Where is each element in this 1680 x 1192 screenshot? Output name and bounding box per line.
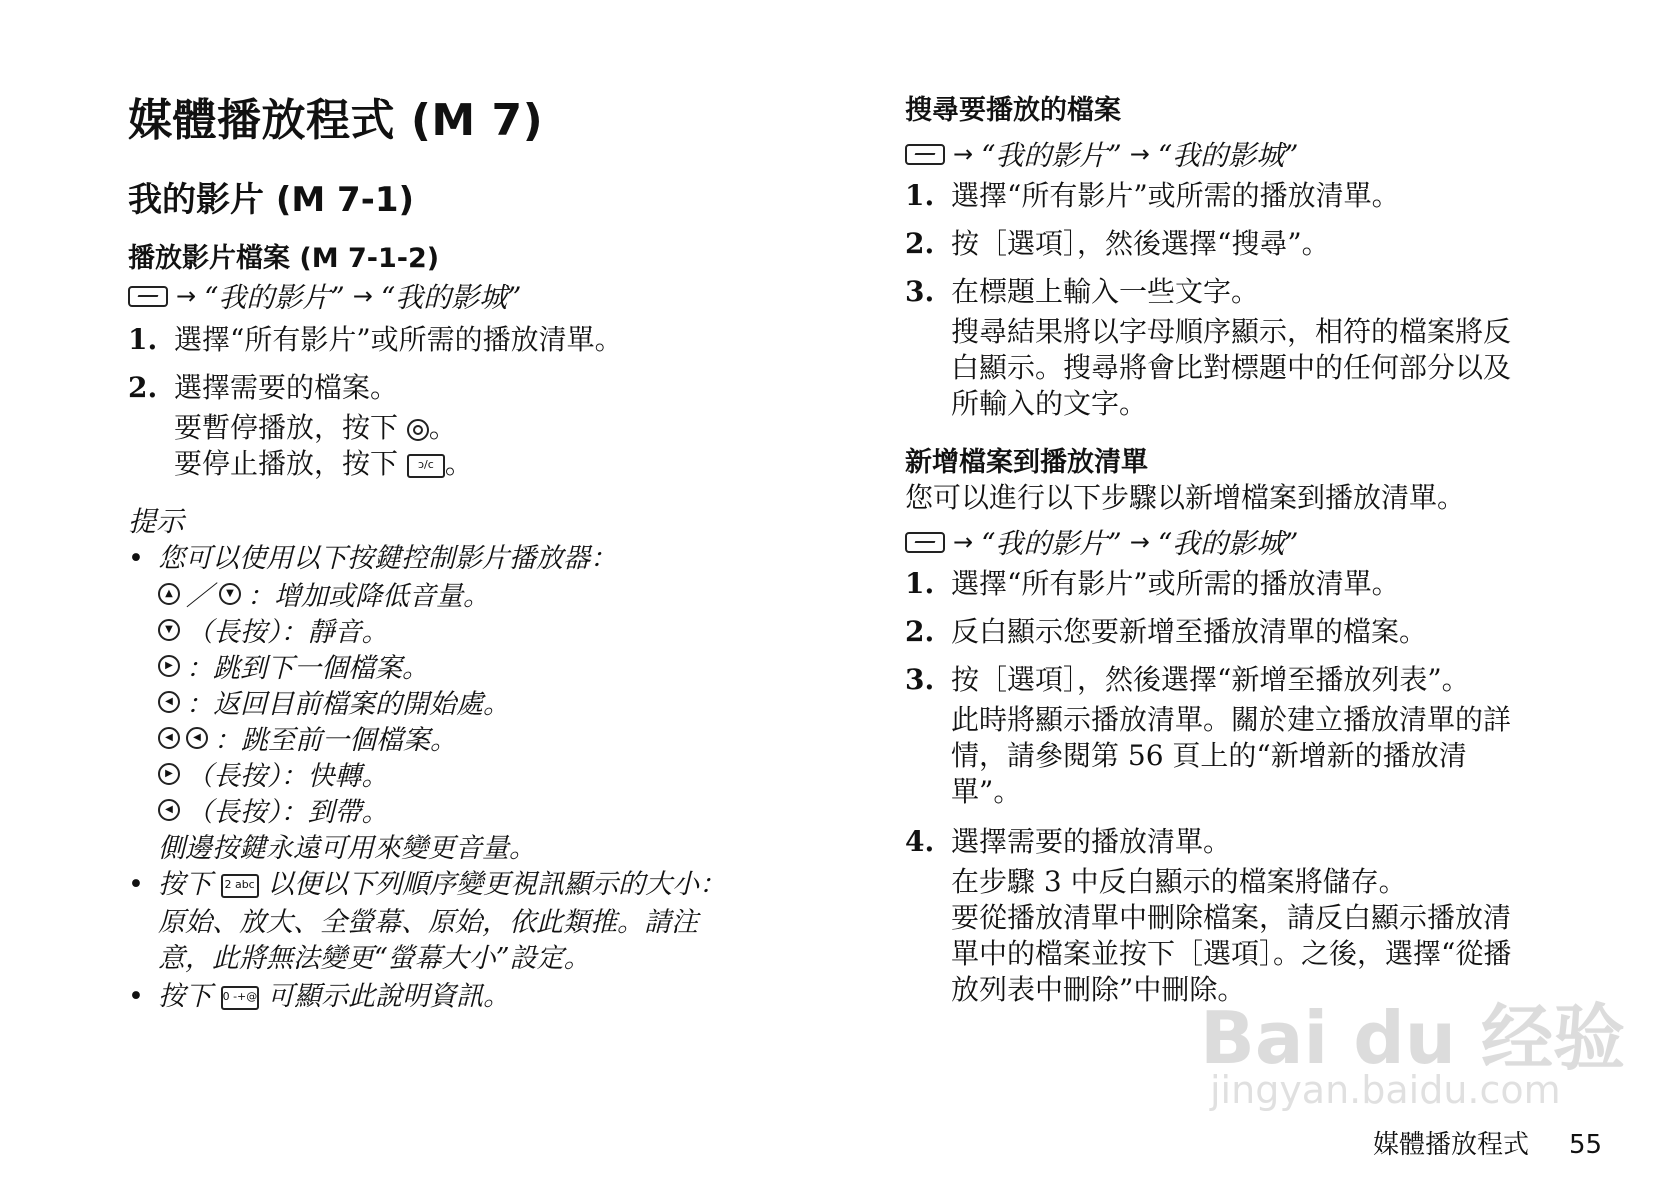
- tip-title: 提示: [128, 505, 185, 538]
- note-line: 此時將顯示播放清單。關於建立播放清單的詳: [951, 703, 1512, 736]
- down-key-icon: ▼: [158, 619, 180, 641]
- path-item: “我的影片”: [981, 139, 1122, 172]
- tip-text: ：返回目前檔案的開始處。: [186, 689, 510, 720]
- note-text: 要暫停播放，按下: [174, 411, 399, 444]
- subsection-title: 搜尋要播放的檔案: [905, 95, 1121, 126]
- arrow-icon: →: [1129, 528, 1150, 556]
- arrow-icon: →: [176, 282, 197, 310]
- intro-text: [905, 476, 1465, 516]
- step-number: 1.: [128, 323, 158, 356]
- ok-key-icon: [407, 419, 429, 441]
- step-text: 選擇“所有影片”或所需的播放清單。: [174, 323, 623, 356]
- tip-text: （長按）：靜音。: [186, 617, 389, 648]
- step-text: 選擇需要的播放清單。: [951, 825, 1232, 858]
- page-title: 媒體播放程式 (M 7): [128, 95, 544, 146]
- step-text: 按［選項］，然後選擇“新增至播放列表”。: [951, 663, 1470, 696]
- intro-text-content: 您可以進行以下步驟以新增檔案到播放清單。: [905, 481, 1466, 514]
- arrow-icon: →: [352, 282, 373, 310]
- note-line: 單中的檔案並按下［選項］。之後，選擇“從播: [951, 937, 1512, 970]
- note-line: 白顯示。搜尋將會比對標題中的任何部分以及: [951, 351, 1512, 384]
- tip-line: [158, 610, 389, 649]
- down-key-icon: ▼: [219, 583, 241, 605]
- menu-path: [905, 522, 1299, 562]
- tip-line: [158, 826, 536, 865]
- step-text: 選擇“所有影片”或所需的播放清單。: [951, 567, 1400, 600]
- arrow-icon: →: [953, 528, 974, 556]
- tip-text: ：跳至前一個檔案。: [214, 725, 457, 756]
- left-key-icon: ◀: [158, 691, 180, 713]
- tip-text: ／: [186, 581, 213, 612]
- step-item: [128, 318, 623, 358]
- path-item: “我的影城”: [1157, 139, 1299, 172]
- step-note: [951, 314, 1611, 422]
- tip-line: [158, 754, 389, 793]
- step-number: 2.: [905, 615, 935, 648]
- tip-text: ：增加或降低音量。: [247, 581, 490, 612]
- menu-key-icon: [128, 286, 168, 307]
- back-key-icon: ɔ/c: [407, 454, 445, 478]
- subsection-title: 新增檔案到播放清單: [905, 447, 1148, 478]
- tip-bullet: [128, 862, 726, 901]
- tip-text: 原始、放大、全螢幕、原始，依此類推。請注: [158, 907, 698, 938]
- tip-text: 意，此將無法變更“螢幕大小”設定。: [158, 943, 591, 974]
- page-number: 55: [1569, 1130, 1603, 1160]
- step-item: [905, 820, 1231, 860]
- step-item: [905, 270, 1259, 310]
- step-note: [174, 446, 473, 482]
- subsection-title: 播放影片檔案 (M 7-1-2): [128, 243, 440, 274]
- tip-line: [158, 718, 457, 757]
- note-line: 放列表中刪除”中刪除。: [951, 973, 1246, 1006]
- right-key-icon: ▶: [158, 655, 180, 677]
- note-line: 所輸入的文字。: [951, 387, 1148, 420]
- tip-line: [158, 682, 510, 721]
- tip-text: 按下: [158, 869, 212, 900]
- menu-path: [905, 134, 1299, 174]
- menu-key-icon: [905, 144, 945, 165]
- page-footer: [1373, 1124, 1602, 1161]
- step-item: [905, 222, 1330, 262]
- step-number: 2.: [905, 227, 935, 260]
- watermark-url: jingyan.baidu.com: [1210, 1068, 1561, 1112]
- path-item: “我的影城”: [1157, 527, 1299, 560]
- step-text: 選擇需要的檔案。: [174, 371, 399, 404]
- note-text: 要停止播放，按下: [174, 447, 399, 480]
- tip-line: [158, 646, 429, 685]
- bullet-icon: •: [128, 869, 144, 900]
- tip-text: （長按）：快轉。: [186, 761, 389, 792]
- tip-text: ：跳到下一個檔案。: [186, 653, 429, 684]
- step-item: [905, 658, 1470, 698]
- right-key-icon: ▶: [158, 763, 180, 785]
- note-line: 搜尋結果將以字母順序顯示，相符的檔案將反: [951, 315, 1512, 348]
- key-0-icon: 0 -+@: [221, 986, 259, 1010]
- tip-line: [158, 936, 591, 975]
- section-title: 我的影片 (M 7-1): [128, 180, 415, 220]
- step-number: 3.: [905, 663, 935, 696]
- footer-section: 媒體播放程式: [1373, 1130, 1530, 1160]
- step-number: 1.: [905, 179, 935, 212]
- tip-text: 您可以使用以下按鍵控制影片播放器：: [158, 543, 617, 574]
- step-number: 2.: [128, 371, 158, 404]
- left-key-icon: ◀: [158, 799, 180, 821]
- note-text: 。: [444, 447, 473, 480]
- step-item: [905, 562, 1400, 602]
- tip-text: 可顯示此說明資訊。: [267, 981, 511, 1012]
- note-line: 情，請參閱第 56 頁上的“新增新的播放清: [951, 739, 1467, 772]
- up-key-icon: ▲: [158, 583, 180, 605]
- bullet-icon: •: [128, 981, 144, 1012]
- step-item: [905, 610, 1427, 650]
- tip-text: 按下: [158, 981, 212, 1012]
- menu-key-icon: [905, 532, 945, 553]
- step-number: 4.: [905, 825, 935, 858]
- baidu-watermark: [1200, 950, 1640, 1130]
- tip-line: [158, 900, 698, 939]
- left-key-icon: ◀: [186, 727, 208, 749]
- arrow-icon: →: [953, 140, 974, 168]
- step-note: [174, 410, 457, 446]
- tip-text: 以便以下列順序變更視訊顯示的大小：: [267, 869, 727, 900]
- step-note: [951, 702, 1611, 810]
- tip-text: 側邊按鍵永遠可用來變更音量。: [158, 833, 536, 864]
- step-text: 選擇“所有影片”或所需的播放清單。: [951, 179, 1400, 212]
- tip-bullet: [128, 536, 617, 575]
- note-line: 在步驟 3 中反白顯示的檔案將儲存。: [951, 865, 1407, 898]
- step-number: 3.: [905, 275, 935, 308]
- step-item: [128, 366, 398, 406]
- tip-bullet: [128, 974, 510, 1013]
- tip-line: [158, 790, 389, 829]
- note-line: 單”。: [951, 775, 1022, 808]
- tip-line: [158, 574, 490, 613]
- step-text: 反白顯示您要新增至播放清單的檔案。: [951, 615, 1428, 648]
- bullet-icon: •: [128, 543, 144, 574]
- path-item: “我的影城”: [380, 281, 522, 314]
- menu-path: [128, 276, 522, 316]
- left-key-icon: ◀: [158, 727, 180, 749]
- path-item: “我的影片”: [981, 527, 1122, 560]
- step-text: 在標題上輸入一些文字。: [951, 275, 1260, 308]
- tip-text: （長按）：到帶。: [186, 797, 389, 828]
- watermark-logo: Bai du 经验: [1200, 996, 1626, 1080]
- note-text: 。: [428, 411, 457, 444]
- step-item: [905, 174, 1400, 214]
- key-2-icon: 2 abc: [221, 874, 259, 898]
- step-number: 1.: [905, 567, 935, 600]
- note-line: 要從播放清單中刪除檔案，請反白顯示播放清: [951, 901, 1512, 934]
- arrow-icon: →: [1129, 140, 1150, 168]
- path-item: “我的影片”: [204, 281, 345, 314]
- step-text: 按［選項］，然後選擇“搜尋”。: [951, 227, 1330, 260]
